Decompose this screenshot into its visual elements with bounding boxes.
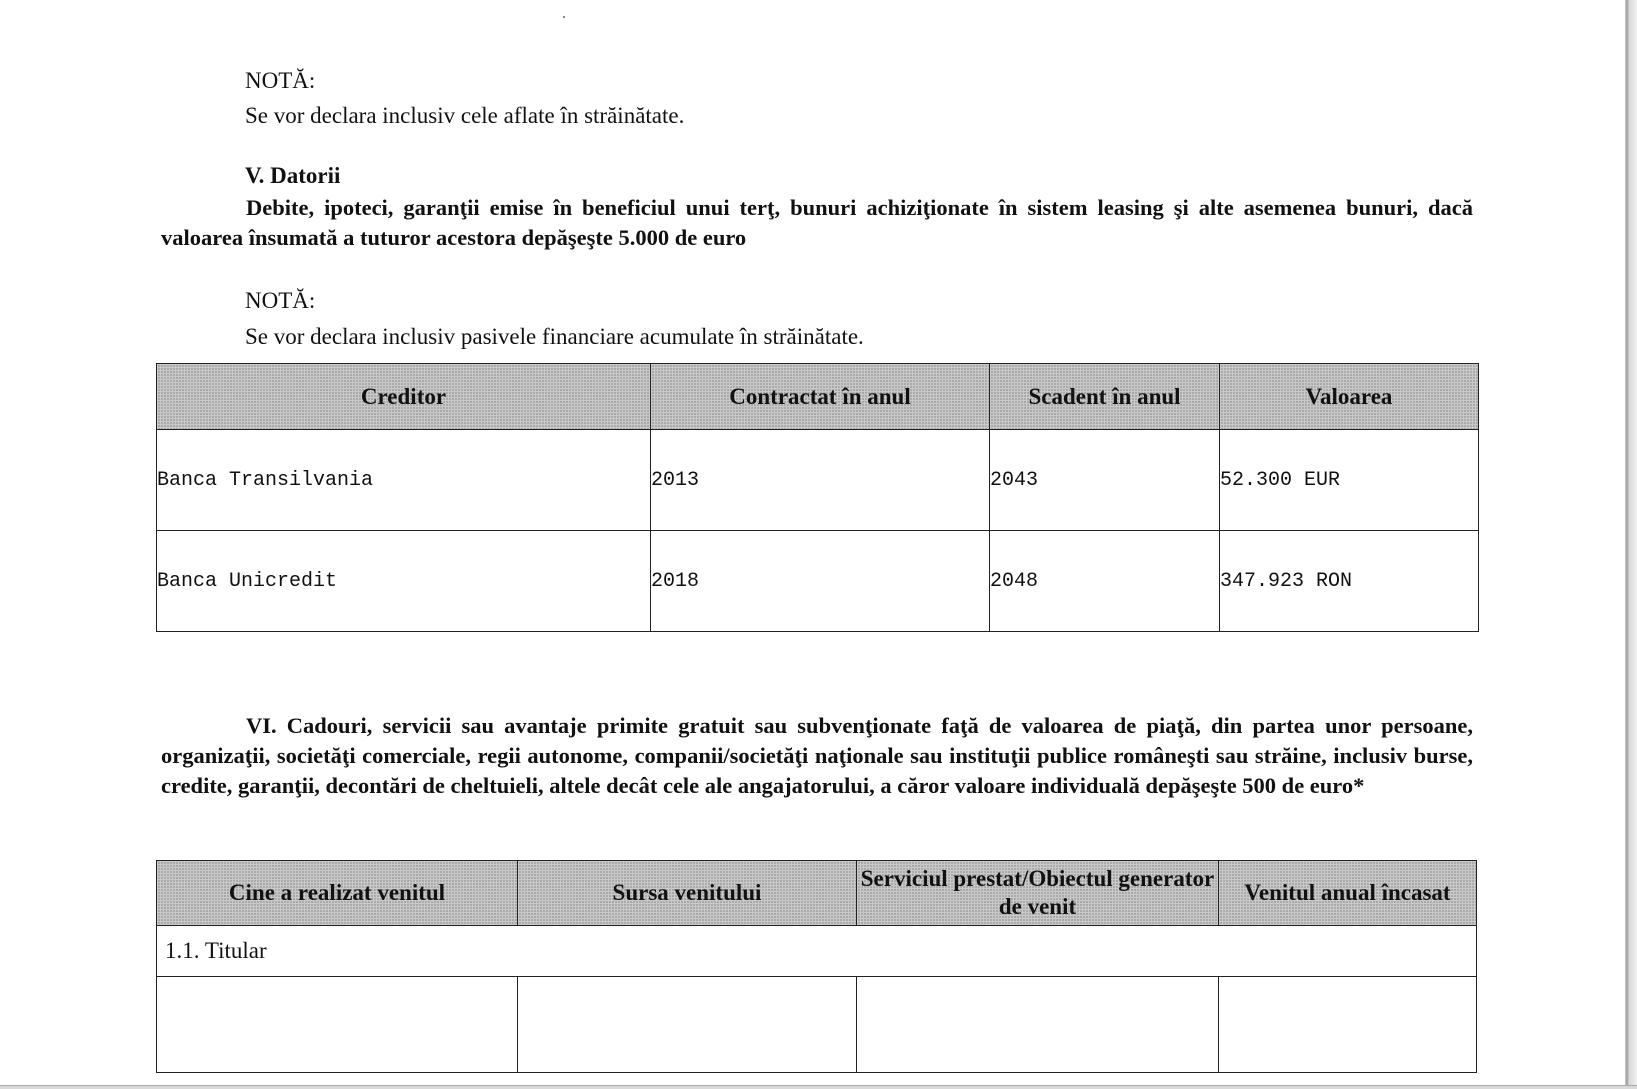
cell-creditor: Banca Transilvania [157, 430, 651, 531]
cell-value: 52.300 EUR [1220, 430, 1479, 531]
gifts-table [156, 860, 1477, 1073]
col-header-income: Venitul anual încasat [1219, 861, 1477, 926]
col-header-contracted: Contractat în anul [651, 364, 990, 430]
empty-cell [1219, 977, 1477, 1073]
empty-cell [157, 977, 518, 1073]
section5-note-heading: NOTĂ: [245, 288, 316, 313]
col-header-who: Cine a realizat venitul [157, 861, 518, 926]
table-row [157, 531, 1479, 632]
col-header-due: Scadent în anul [990, 364, 1220, 430]
scan-speck [563, 16, 565, 18]
cell-contracted: 2013 [651, 430, 990, 531]
cell-contracted: 2018 [651, 531, 990, 632]
table-row [157, 977, 1477, 1073]
debts-table [156, 363, 1479, 632]
col-header-service: Serviciul prestat/Obiectul generator de venit [857, 861, 1219, 926]
table-row [157, 430, 1479, 531]
section6-text: VI. Cadouri, servicii sau avantaje primite gratuit sau subvenţionate faţă de valoarea de piaţă, din partea unor persoane, organizaţii, societăţi comerciale, regii autonome, companii/societăţi naţionale sau instituţii publice româneşti sau străine, inclusiv burse, credite, garanţii, decontări de cheltuieli, altele decât cele ale angajatorului, a căror valoare individuală depăşeşte 500 de euro* [161, 713, 1473, 798]
table-row [157, 926, 1477, 977]
col-header-value: Valoarea [1220, 364, 1479, 430]
note1-text: Se vor declara inclusiv cele aflate în străinătate. [245, 103, 685, 128]
col-header-creditor: Creditor [157, 364, 651, 430]
note1-heading: NOTĂ: [245, 68, 316, 93]
section5-title: V. Datorii [245, 163, 341, 188]
col-header-source: Sursa venitului [518, 861, 857, 926]
empty-cell [518, 977, 857, 1073]
row-label-titular: 1.1. Titular [157, 926, 1477, 977]
viewer-bottom-edge [0, 1085, 1637, 1089]
page-edge-shadow [1625, 0, 1637, 1089]
cell-value: 347.923 RON [1220, 531, 1479, 632]
cell-due: 2043 [990, 430, 1220, 531]
empty-cell [857, 977, 1219, 1073]
debts-table-header [157, 364, 1479, 430]
gifts-table-header [157, 861, 1477, 926]
section5-note-text: Se vor declara inclusiv pasivele financiare acumulate în străinătate. [245, 324, 864, 349]
cell-due: 2048 [990, 531, 1220, 632]
cell-creditor: Banca Unicredit [157, 531, 651, 632]
section5-description: Debite, ipoteci, garanţii emise în beneficiul unui terţ, bunuri achiziţionate în sistem leasing şi alte asemenea bunuri, dacă valoarea însumată a tuturor acestora depăşeşte 5.000 de euro [161, 195, 1473, 250]
